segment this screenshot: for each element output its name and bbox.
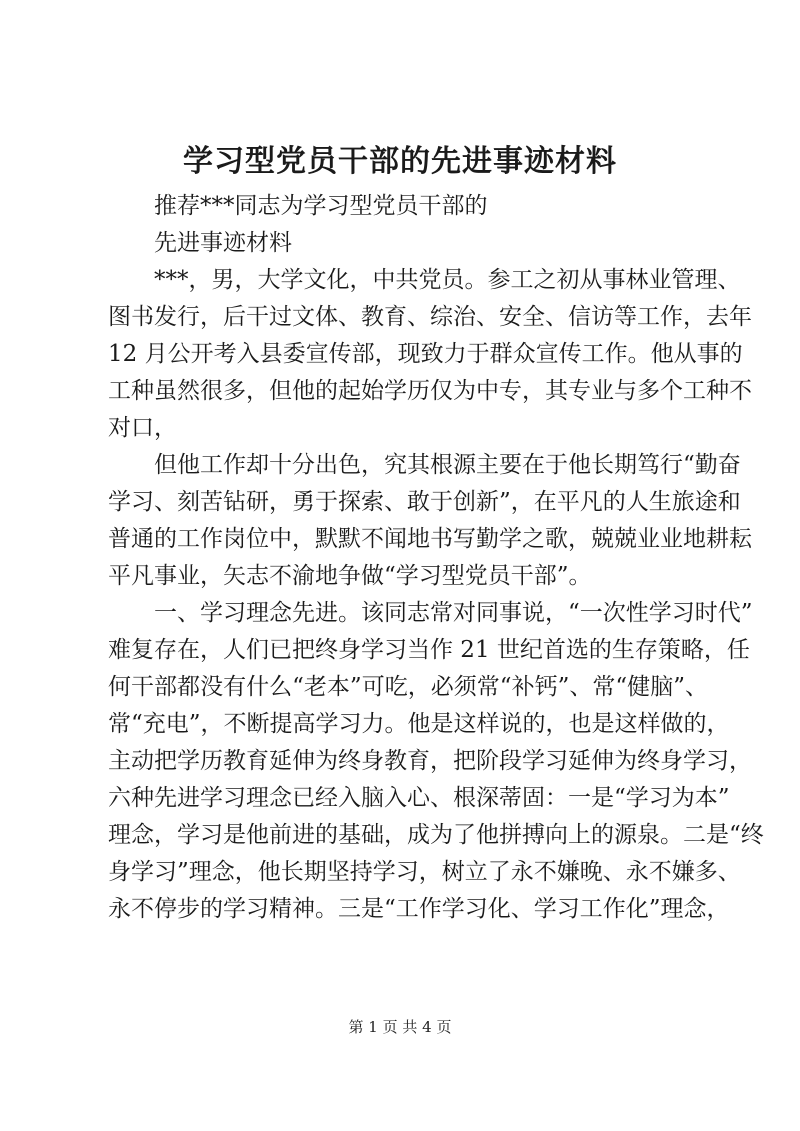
body-line: 理念，学习是他前进的基础，成为了他拼搏向上的源泉。二是“终 bbox=[108, 822, 764, 848]
body-line: ***，男，大学文化，中共党员。参工之初从事林业管理、 bbox=[154, 267, 741, 293]
body-line: 学习、刻苦钻研，勇于探索、敢于创新”，在平凡的人生旅途和 bbox=[108, 489, 741, 515]
body-line: 推荐***同志为学习型党员干部的 bbox=[154, 193, 488, 219]
page-footer: 第 1 页 共 4 页 bbox=[348, 1018, 452, 1036]
body-line: 但他工作却十分出色，究其根源主要在于他长期笃行“勤奋 bbox=[154, 452, 741, 478]
body-line: 难复存在，人们已把终身学习当作 21 世纪首选的生存策略，任 bbox=[108, 637, 750, 663]
body-line: 永不停步的学习精神。三是“工作学习化、学习工作化”理念， bbox=[108, 896, 730, 922]
document-title: 学习型党员干部的先进事迹材料 bbox=[183, 144, 617, 179]
body-line: 常“充电”，不断提高学习力。他是这样说的，也是这样做的， bbox=[108, 711, 730, 737]
body-line: 平凡事业，矢志不渝地争做“学习型党员干部”。 bbox=[108, 563, 592, 589]
body-line: 工种虽然很多，但他的起始学历仅为中专，其专业与多个工种不 bbox=[108, 378, 752, 404]
body-line: 一、学习理念先进。该同志常对同事说，“一次性学习时代” bbox=[154, 600, 753, 626]
body-line: 身学习”理念，他长期坚持学习，树立了永不嫌晚、永不嫌多、 bbox=[108, 859, 741, 885]
body-line: 普通的工作岗位中，默默不闻地书写勤学之歌，兢兢业业地耕耘 bbox=[108, 526, 752, 552]
body-line: 先进事迹材料 bbox=[154, 230, 292, 256]
body-line: 12 月公开考入县委宣传部，现致力于群众宣传工作。他从事的 bbox=[108, 341, 743, 367]
body-line: 图书发行，后干过文体、教育、综治、安全、信访等工作，去年 bbox=[108, 304, 752, 330]
body-line: 六种先进学习理念已经入脑入心、根深蒂固：一是“学习为本” bbox=[108, 785, 730, 811]
body-line: 主动把学历教育延伸为终身教育，把阶段学习延伸为终身学习， bbox=[108, 748, 752, 774]
body-line: 何干部都没有什么“老本”可吃，必须常“补钙”、常“健脑”、 bbox=[108, 674, 708, 700]
document-body bbox=[108, 188, 764, 928]
body-line: 对口， bbox=[108, 415, 177, 441]
